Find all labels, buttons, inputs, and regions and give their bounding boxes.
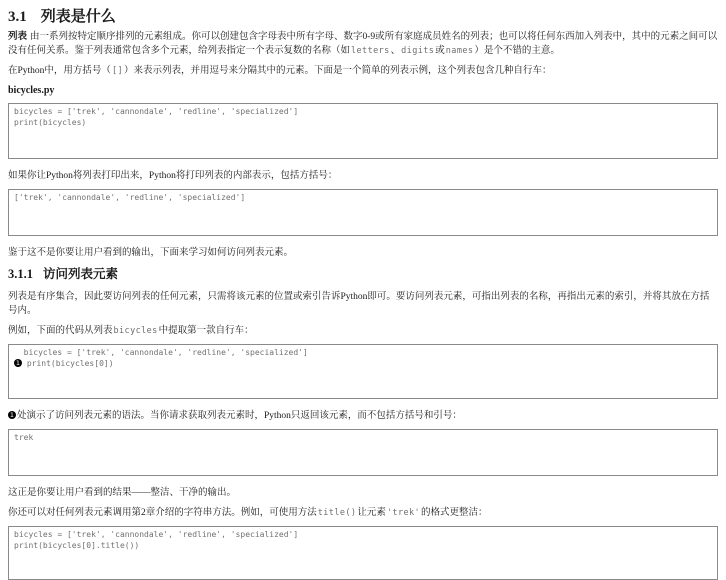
paragraph-text: 让元素: [357, 508, 386, 518]
paragraph-text: 中提取第一款自行车：: [158, 326, 254, 336]
inline-code-digits: digits: [401, 46, 435, 56]
paragraph-text: 例如，下面的代码从列表: [8, 326, 113, 336]
code-filename: bicycles.py: [8, 85, 55, 96]
callout-marker-1-icon: 1: [9, 411, 15, 419]
code-line-text: print(bicycles[0]): [22, 358, 114, 368]
code-line: [14, 359, 712, 370]
inline-code-letters: letters: [351, 46, 390, 56]
paragraph-clean-output: 这正是你要让用户看到的结果——整洁、干净的输出。: [8, 488, 237, 498]
subsection-title-text: 访问列表元素: [43, 267, 119, 281]
section-title-text: 列表是什么: [40, 9, 116, 25]
paragraph-text: 的格式更整洁：: [421, 508, 488, 518]
paragraph-example-intro: [8, 324, 718, 338]
paragraph-brackets: [8, 64, 718, 78]
code-line: bicycles = ['trek', 'cannondale', 'redline', 'specialized']: [14, 348, 308, 357]
code-line: trek: [14, 433, 34, 442]
code-block-index-access: [8, 344, 718, 399]
paragraph-not-user-output: 鉴于这不是你要让用户看到的输出，下面来学习如何访问列表元素。: [8, 248, 294, 258]
code-line: ['trek', 'cannondale', 'redline', 'specialized']: [14, 193, 246, 202]
paragraph-text: 在Python中，用方括号（: [8, 66, 111, 76]
inline-code-bicycles: bicycles: [113, 326, 158, 336]
section-heading: [8, 8, 718, 26]
inline-code-names: names: [445, 46, 474, 56]
paragraph-text: 由一系列按特定顺序排列的元素组成。你可以创建包含字母表中所有字母、数字0-9或所有家庭成员姓名的列表；也可以将任何东西加入列表中，其中的元素之间可以没有任何关系。鉴于列表通常包含多个元素，给列表指定一个表示复数的名称（如: [8, 32, 718, 56]
callout-marker-1-icon: 1: [15, 358, 21, 367]
code-line: print(bicycles[0].title()): [14, 540, 140, 550]
paragraph-access-elements: 列表是有序集合，因此要访问列表的任何元素，只需将该元素的位置或索引告诉Python即可。要访问列表元素，可指出列表的名称，再指出元素的索引，并将其放在方括号内。: [8, 292, 710, 316]
paragraph-text: 你还可以对任何列表元素调用第2章介绍的字符串方法。例如，可使用方法: [8, 508, 317, 518]
paragraph-text: 、: [390, 46, 401, 56]
code-block-list-output: [8, 189, 718, 236]
paragraph-print-explanation: 如果你让Python将列表打印出来，Python将打印列表的内部表示，包括方括号：: [8, 171, 338, 181]
code-line: bicycles = ['trek', 'cannondale', 'redline', 'specialized']: [14, 107, 299, 116]
term-list: 列表: [8, 32, 28, 42]
paragraph-text: 处演示了访问列表元素的语法。当你请求获取列表元素时，Python只返回该元素，而不包括方括号和引号：: [17, 411, 462, 421]
paragraph-text: ）来表示列表，并用逗号来分隔其中的元素。下面是一个简单的列表示例，这个列表包含几种自行车：: [123, 66, 552, 76]
inline-code-trek-literal: 'trek': [386, 508, 421, 518]
paragraph-list-definition: [8, 30, 718, 58]
code-line: print(bicycles): [14, 117, 87, 127]
paragraph-text: ）是个不错的主意。: [474, 46, 560, 56]
code-block-bicycles-print: [8, 103, 718, 159]
paragraph-callout-explanation: [8, 409, 718, 423]
inline-code-title-method: title(): [317, 508, 357, 518]
inline-code-brackets: []: [111, 66, 123, 76]
code-line: bicycles = ['trek', 'cannondale', 'redline', 'specialized']: [14, 530, 299, 539]
paragraph-title-method: [8, 506, 718, 520]
code-block-trek-output: [8, 429, 718, 476]
paragraph-text: 或: [435, 46, 445, 56]
subsection-heading: [8, 266, 718, 282]
section-number: 3.1: [8, 9, 27, 25]
subsection-number: 3.1.1: [8, 267, 33, 281]
